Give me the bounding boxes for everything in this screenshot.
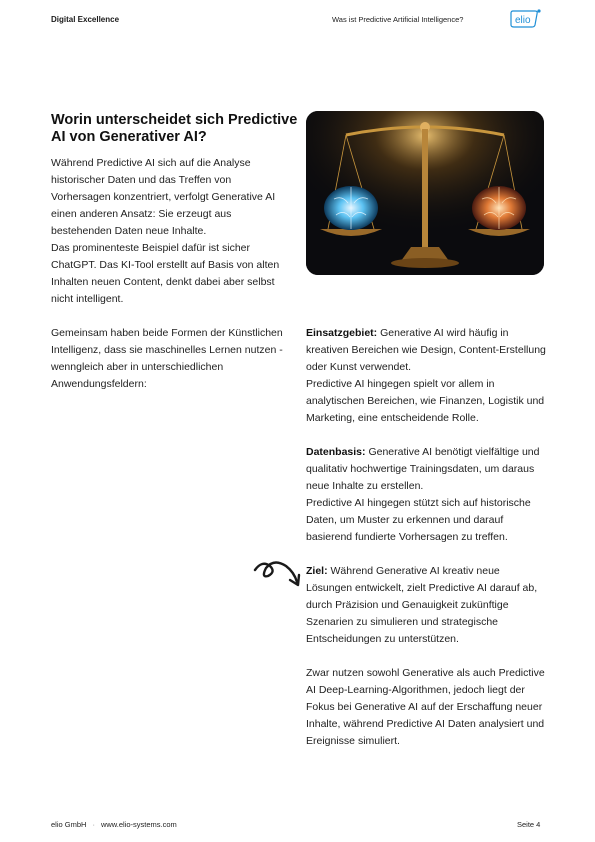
page-number: Seite 4 (517, 820, 541, 829)
intro-paragraph-1: Während Predictive AI sich auf die Analyse historischer Daten und das Treffen von Vorhersagen konzentriert, verfolgt Generative AI einen anderen Ansatz: Sie erzeugt aus bestehenden Daten neue Inhalte. (51, 157, 276, 237)
footer-separator: · (92, 820, 95, 829)
intro-paragraph-2: Das prominenteste Beispiel dafür ist sicher ChatGPT. Das KI-Tool erstellt auf Basis von alten Inhalten neuen Content, denkt dabei aber selbst nicht intelligent. (51, 242, 280, 305)
header-section-title: Digital Excellence (51, 15, 120, 24)
scales-illustration (306, 111, 544, 275)
comparison-text (306, 325, 546, 767)
einsatz-text-1: Generative AI wird häufig in kreativen Bereichen wie Design, Content-Erstellung oder Kunst verwendet. (306, 327, 546, 373)
header-document-title: Was ist Predictive Artificial Intelligence? (332, 15, 464, 24)
section-fazit (306, 665, 546, 750)
scales-with-brains-icon (306, 111, 544, 275)
daten-label: Datenbasis: (306, 446, 366, 458)
daten-text-1: Generative AI benötigt vielfältige und qualitativ hochwertige Trainingsdaten, um daraus neue Inhalte zu erstellen. (306, 446, 540, 492)
section-ziel (306, 563, 546, 648)
einsatz-text-2: Predictive AI hingegen spielt vor allem in analytischen Bereichen, wie Finanzen, Logistik und Marketing, eine entscheidende Rolle. (306, 378, 545, 424)
footer-website-link[interactable]: www.elio-systems.com (100, 820, 177, 829)
ziel-label: Ziel: (306, 565, 328, 577)
curly-arrow-icon (252, 556, 304, 588)
page-title: Worin unterscheidet sich Predictive AI von Generativer AI? (51, 112, 298, 145)
daten-text-2: Predictive AI hingegen stützt sich auf historische Daten, um Muster zu erkennen und darauf basierend fundierte Vorhersagen zu treffen. (306, 497, 531, 543)
elio-logo-icon (509, 8, 541, 30)
fazit-text: Zwar nutzen sowohl Generative als auch Predictive AI Deep-Learning-Algorithmen, jedoch liegt der Fokus bei Generative AI auf der Erschaffung neuer Inhalte, während Predictive AI Daten analysiert und Ereignisse simuliert. (306, 667, 545, 747)
intro-text (51, 155, 291, 308)
logo-text: elio (515, 15, 531, 26)
footer-company-info (51, 820, 177, 829)
common-paragraph: Gemeinsam haben beide Formen der Künstlichen Intelligenz, dass sie maschinelles Lernen nutzen - wenngleich aber in unterschiedlichen Anwendungsfeldern: (51, 327, 283, 390)
einsatz-label: Einsatzgebiet: (306, 327, 378, 339)
common-text (51, 325, 291, 393)
ziel-text-1: Während Generative AI kreativ neue Lösungen entwickelt, zielt Predictive AI darauf ab, durch Präzision und Genauigkeit zukünftige Szenarien zu simulieren und strategische Entscheidungen zu unterstützen. (306, 565, 538, 645)
section-datenbasis (306, 444, 546, 546)
section-einsatzgebiet (306, 325, 546, 427)
footer-company: elio GmbH (51, 820, 87, 829)
